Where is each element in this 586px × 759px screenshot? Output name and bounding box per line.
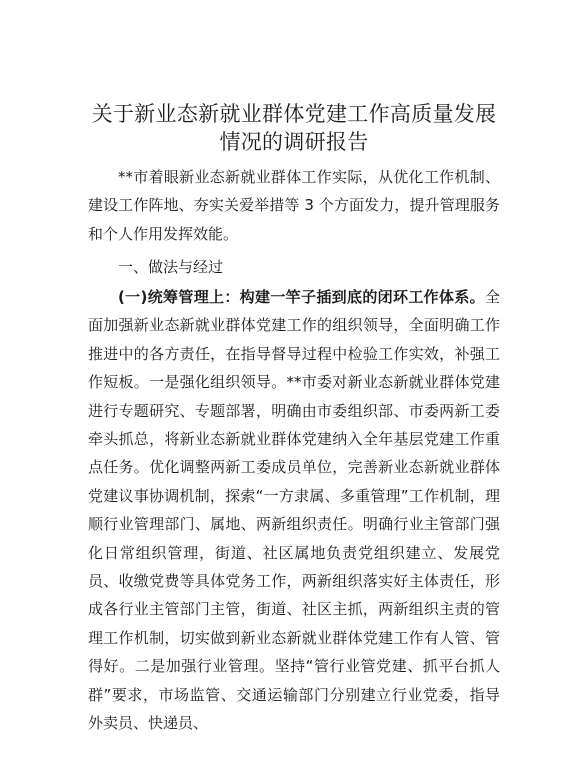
- document-title: 关于新业态新就业群体党建工作高质量发展情况的调研报告: [91, 102, 497, 154]
- section-heading: 一、做法与经过: [118, 258, 224, 276]
- paragraph-lead: (一)统筹管理上：构建一竿子插到底的闭环工作体系。: [118, 288, 485, 306]
- paragraph-text: 全面加强新业态新就业群体党建工作的组织领导，全面明确工作推进中的各方责任，在指导督导过程中检验工作实效，补强工作短板。一是强化组织领导。**市委对新业态新就业群体党建进行专题研究、专题部署，明确由市委组织部、市委两新工委牵头抓总，将新业态新就业群体党建纳入全年基层党建工作重点任务。优化调整两新工委成员单位，完善新业态新就业群体党建议事协调机制，探索“一方隶属、多重管理”工作机制，理顺行业管理部门、属地、两新组织责任。明确行业主管部门强化日常组织管理，街道、社区属地负责党组织建立、发展党员、收缴党费等具体党务工作，两新组织落实好主体责任，形成各行业主管部门主管，街道、社区主抓，两新组织主责的管理工作机制，切实做到新业态新就业群体党建工作有人管、管得好。二是加强行业管理。坚持“管行业管党建、抓平台抓人群”要求，市场监管、交通运输部门分别建立行业党委，指导外卖员、快递员、: [88, 288, 500, 733]
- intro-paragraph: **市着眼新业态新就业群体工作实际，从优化工作机制、建设工作阵地、夯实关爱举措等 3 个方面发力，提升管理服务和个人作用发挥效能。: [88, 168, 500, 243]
- body-paragraph: [88, 283, 500, 738]
